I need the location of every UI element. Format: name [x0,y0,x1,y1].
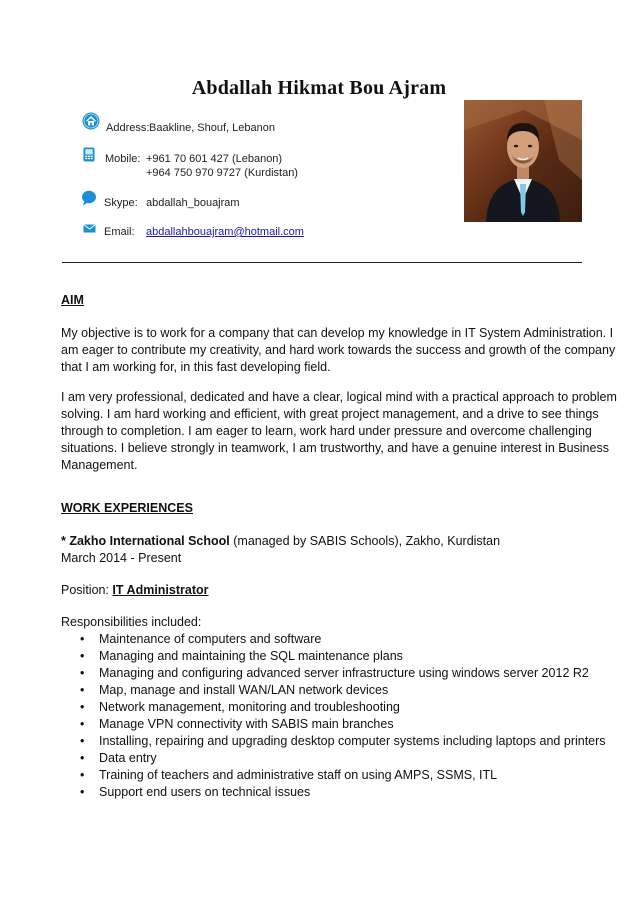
position-title: IT Administrator [112,583,209,597]
aim-heading: AIM [61,293,84,307]
aim-para1-line: am eager to contribute my creativity, and hard work towards the success and growth of the company [61,343,616,357]
envelope-icon [83,224,96,233]
header-divider [62,262,582,263]
employer-name: * Zakho International School [61,534,230,548]
address-value: Baakline, Shouf, Lebanon [149,122,275,134]
aim-para2-line: solving. I am hard working and efficient, with great project management, and a drive to see things [61,407,599,421]
employment-dates: March 2014 - Present [61,551,182,565]
position-label: Position: [61,583,113,597]
mobile-lebanon: +961 70 601 427 (Lebanon) [146,153,283,165]
mobile-kurdistan: +964 750 970 9727 (Kurdistan) [146,167,298,179]
resume-page: Abdallah Hikmat Bou Ajram Address: Baakline, Shouf, Lebanon Mobile: +961 70 601 427 (Lebanon) +964 750 970 9727 (Kurdistan) Skype: abdallah_bouajram Email: abdallahbouajram@hotmail.com AIM My objective is to work for a company that can develop my knowledge in IT System Administration. I am eager to contribute my creativity, and hard work towards the success and growth of the company that I am working for, in this fast developing field. I am very professional, dedicated and have a clear, logical mind with a practical approach to problem solving. I am hard working and efficient, with great project management, and a drive to see things through to completion. I am eager to learn, work hard under pressure and overcome challenging situations. I believe strongly in teamwork, I am trustworthy, and have a genuine interest in Business Management. WORK EXPERIENCES * Zakho International School (managed by SABIS Schools), Zakho, Kurdistan March 2014 - Present Position: IT Administrator Responsibilities included: • Maintenance of computers and software • Managing and maintaining the SQL maintenance plans • Managing and configuring advanced server infrastructure using windows server 2012 R2 • Map, manage and install WAN/LAN network devices • Network management, monitoring and troubleshooting • Manage VPN connectivity with SABIS main branches • Installing, repairing and upgrading desktop computer systems including laptops and printers • Data entry • Training of teachers and administrative staff on using AMPS, SSMS, ITL • Support end users on technical issues [0,0,638,903]
mobile-phone-icon [83,147,95,162]
aim-para2-line: I am very professional, dedicated and have a clear, logical mind with a practical approach to problem [61,390,617,404]
chat-bubble-icon [81,190,97,206]
home-icon [82,112,100,130]
applicant-name: Abdallah Hikmat Bou Ajram [191,77,447,99]
aim-para1-line: that I am working for, in this fast developing field. [61,360,331,374]
address-label: Address: [106,122,150,134]
employer-line [61,533,500,550]
mobile-label: Mobile: [105,153,141,165]
email-link[interactable]: abdallahbouajram@hotmail.com [146,226,304,238]
aim-para2-line: situations. I believe strongly in teamwork, I am trustworthy, and have a genuine interest in Business [61,441,609,455]
position-line [61,582,209,599]
responsibilities-label: Responsibilities included: [61,615,202,629]
work-experiences-heading: WORK EXPERIENCES [61,501,193,515]
aim-para2-line: through to completion. I am eager to learn, work hard under pressure and overcome challenging [61,424,592,438]
email-label: Email: [104,226,135,238]
profile-photo [464,100,582,222]
employer-details: (managed by SABIS Schools), Zakho, Kurdistan [229,534,501,548]
aim-para1-line: My objective is to work for a company that can develop my knowledge in IT System Administration. I [61,326,614,340]
skype-label: Skype: [104,197,138,209]
aim-para2-line: Management. [61,458,138,472]
skype-value: abdallah_bouajram [146,197,240,209]
